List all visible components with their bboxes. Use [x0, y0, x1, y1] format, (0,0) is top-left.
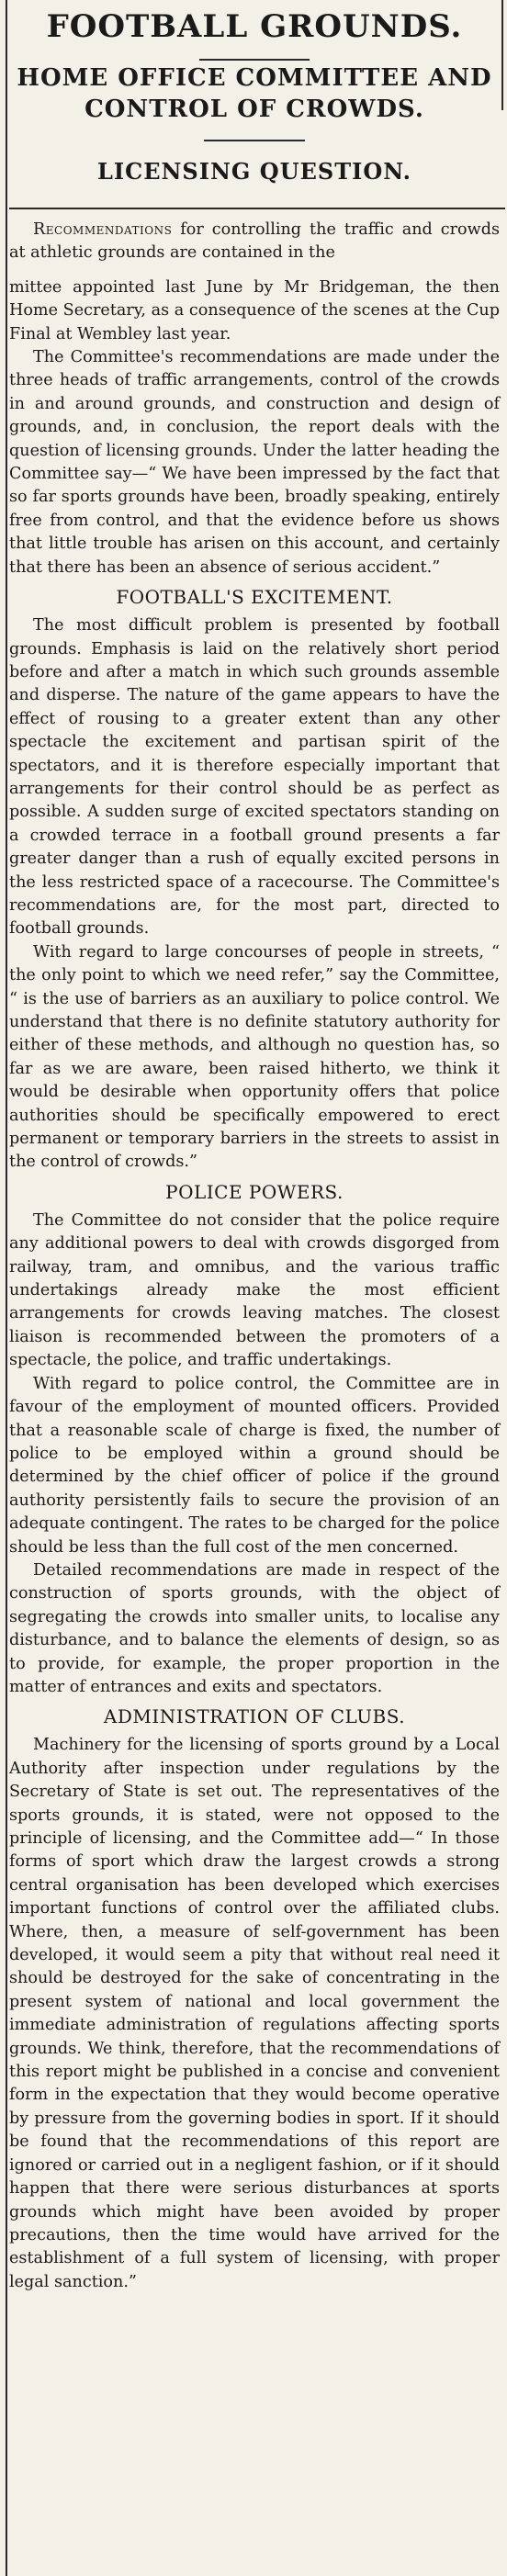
lead-smallcaps: Recommendations — [33, 220, 173, 239]
subheadline-line2: CONTROL OF CROWDS. — [84, 96, 424, 123]
lead-text: for controlling the traffic and crowds at athletic grounds are contained in the — [9, 220, 500, 263]
column-rule-left — [6, 0, 7, 2576]
paragraph-concourses: With regard to large concourses of people in streets, “ the only point to which we need refer,” say the Committee, “ is the use of barriers as an auxiliary to police control. We understand that there is no definite statutory authority for either of these methods, and although no question has, so far as we are aware, been raised hitherto, we think it would be desirable when opportunity offers that police authorities should be specifically empowered to erect permanent or temporary barriers in the streets to assist in the control of crowds.” — [9, 942, 500, 1172]
main-headline: FOOTBALL GROUNDS. — [46, 8, 463, 45]
column-rule-right — [501, 0, 503, 110]
section-headline: LICENSING QUESTION. — [97, 158, 411, 185]
lead-paragraph — [9, 219, 500, 265]
paragraph-construction: Detailed recommendations are made in respect of the construction of sports grounds, with the object of segregating the crowds into smaller units, to localise any disturbance, and to balance the elements of design, so as to provide, for example, the proper proportion in the matter of entrances and exits and spectators. — [9, 1560, 500, 1696]
paragraph-additional-powers: The Committee do not consider that the police require any additional powers to deal with crowds disgorged from railway, tram, and omnibus, and the various traffic undertakings already make the most efficient arrangements for crowds leaving matches. The closest liaison is recommended between the promoters of a spectacle, the police, and traffic undertakings. — [9, 1210, 500, 1370]
article-body — [9, 219, 500, 2294]
subheadline-divider — [204, 140, 305, 141]
column-break — [9, 265, 500, 276]
paragraph-continued: mittee appointed last June by Mr Bridgeman, the then Home Secretary, as a consequence of the scenes at the Cup Final at Wembley last year. — [9, 277, 500, 343]
paragraph-recommendations: The Committee's recommendations are made under the three heads of traffic arrangements, control of the crowds in and around grounds, and construction and design of grounds, and, in conclusion, the report deals with the question of licensing grounds. Under the latter heading the Committee say—“ We have been impressed by the fact that so far sports grounds have been, broadly speaking, entirely free from control, and that the evidence before us shows that little trouble has arisen on this account, and certainly that there has been an absence of serious accident.” — [9, 348, 500, 577]
section-divider — [9, 208, 505, 209]
subhead-administration: ADMINISTRATION OF CLUBS. — [103, 1705, 406, 1728]
subhead-police-powers: POLICE POWERS. — [165, 1180, 344, 1203]
subhead-football-excitement: FOOTBALL'S EXCITEMENT. — [116, 586, 393, 609]
paragraph-police-control: With regard to police control, the Committee are in favour of the employment of mounted officers. Provided that a reasonable scale of charge is fixed, the number of police to be employed within a ground should be determined by the chief officer of police if the ground authority persistently fails to secure the provision of an adequate contingent. The rates to be charged for the police should be less than the full cost of the men concerned. — [9, 1374, 500, 1557]
paragraph-licensing-machinery: Machinery for the licensing of sports ground by a Local Authority after inspection under regulations by the Secretary of State is set out. The representatives of the sports grounds, it is stated, were not opposed to the principle of licensing, and the Committee add—“ In those forms of sport which draw the largest crowds a strong central organisation has been developed which exercises important functions of control over the affiliated clubs. Where, then, a measure of self-government has been developed, it would seem a pity that without real need it should be destroyed for the sake of concentrating in the present system of national and local government the immediate administration of regulations affecting sports grounds. We think, therefore, that the recommendations of this report might be published in a concise and convenient form in the expectation that they would become operative by pressure from the governing bodies in sport. If it should be found that the recommendations of this report are ignored or carried out in a negligent fashion, or if it should happen that there were serious disturbances at sports grounds which might have been avoided by proper precautions, then the time would have arrived for the establishment of a full system of licensing, with proper legal sanction.” — [9, 1736, 500, 2291]
headline-divider — [199, 59, 310, 61]
subheadline-line1: HOME OFFICE COMMITTEE AND — [17, 64, 492, 92]
paragraph-difficult-problem: The most difficult problem is presented by football grounds. Emphasis is laid on the relatively short period before and after a match in which such grounds assemble and disperse. The nature of the game appears to have the effect of rousing to a greater extent than any other spectacle the excitement and partisan spirit of the spectators, and it is therefore especially important that arrangements for their control should be as perfect as possible. A sudden surge of excited spectators standing on a crowded terrace in a football ground presents a far greater danger than a rush of equally excited persons in the less restricted space of a racecourse. The Committee's recommendations are, for the most part, directed to football grounds. — [9, 616, 500, 939]
